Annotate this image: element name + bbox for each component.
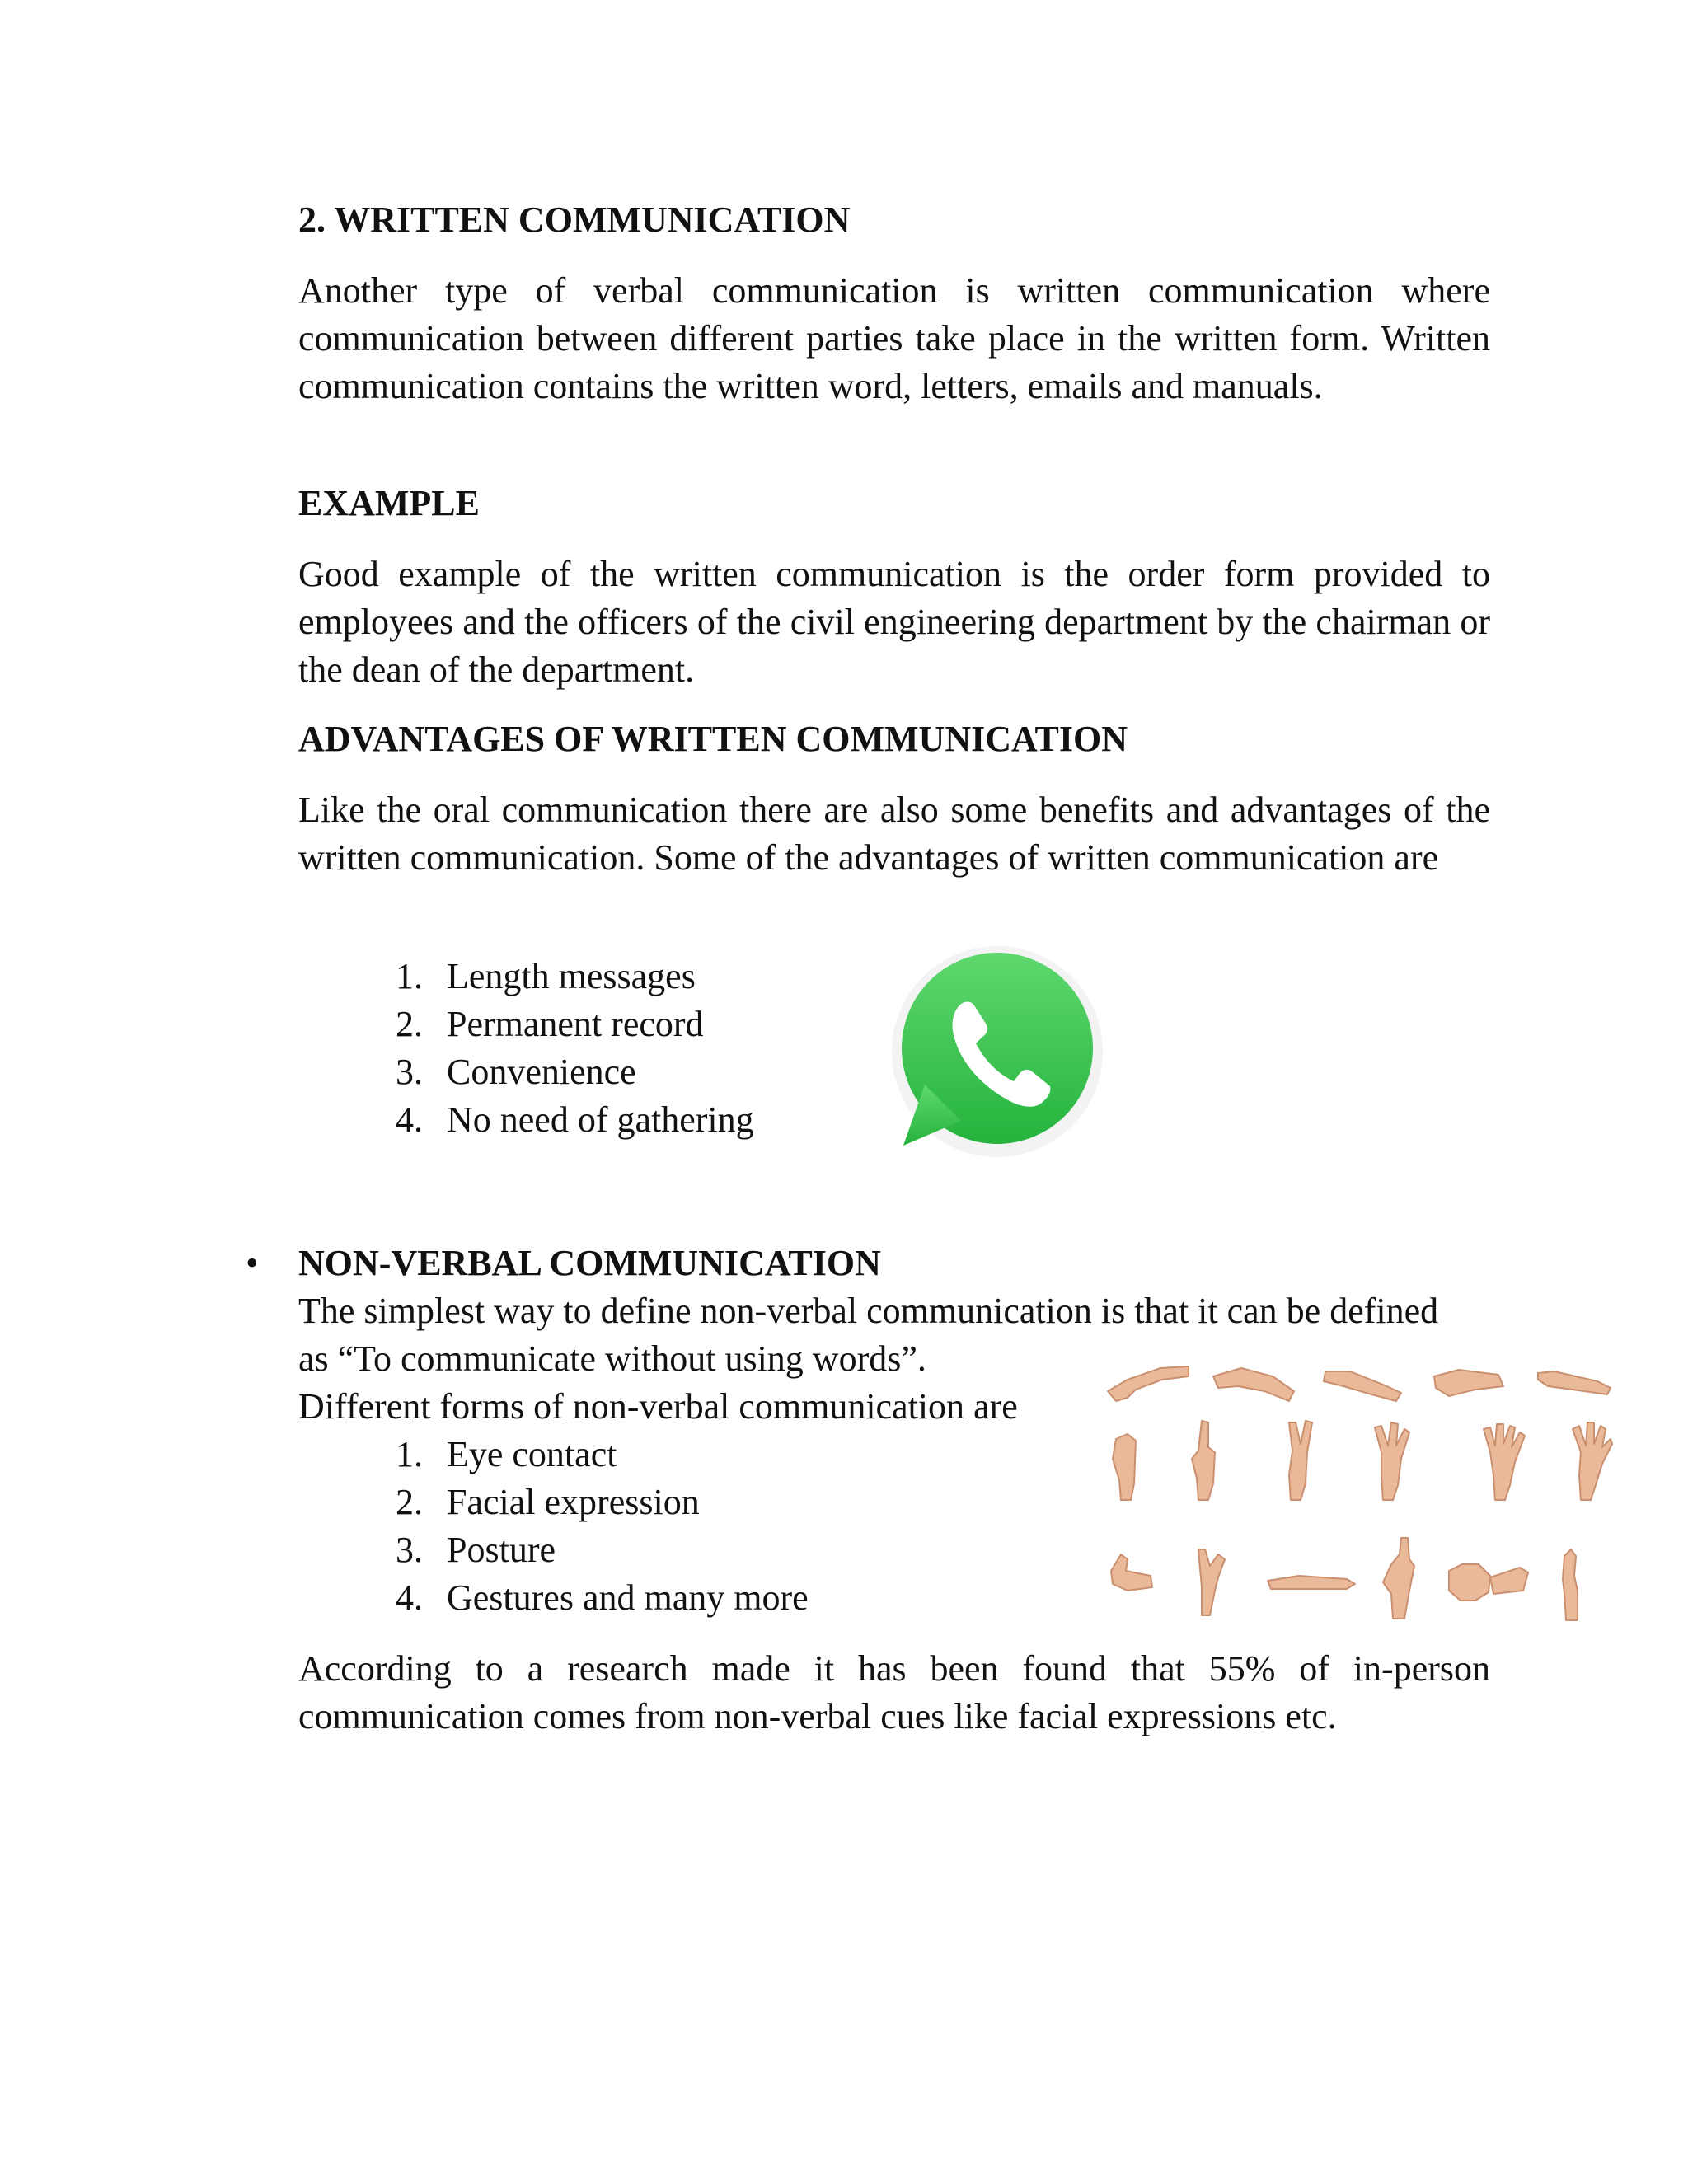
hand-gestures-image — [1103, 1343, 1614, 1632]
list-item — [396, 1431, 809, 1479]
list-item — [396, 953, 754, 1001]
list-item-text: Eye contact — [447, 1434, 617, 1474]
example-paragraph: Good example of the written communication is the order form provided to employees and the officers of the civil engineering department by the chairman or the dean of the department. — [298, 554, 1490, 690]
list-item-text: Length messages — [447, 956, 696, 996]
hand-gesture-icon — [1383, 1538, 1414, 1619]
list-item — [396, 1048, 754, 1096]
hand-gesture-icon — [1449, 1564, 1528, 1601]
advantages-heading: ADVANTAGES OF WRITTEN COMMUNICATION — [298, 719, 1128, 759]
hand-gesture-icon — [1289, 1421, 1312, 1500]
list-item-text: Permanent record — [447, 1004, 704, 1044]
hand-gesture-icon — [1573, 1422, 1612, 1500]
hand-gesture-icon — [1268, 1576, 1355, 1589]
list-number: 2. — [396, 1482, 423, 1522]
list-number: 4. — [396, 1099, 423, 1140]
hand-gesture-icon — [1375, 1422, 1409, 1500]
non-verbal-forms-list — [396, 1431, 809, 1622]
list-item — [396, 1479, 809, 1526]
hand-gesture-icon — [1213, 1368, 1294, 1401]
list-item — [396, 1574, 809, 1622]
written-communication-paragraph: Another type of verbal communication is written communication where communication between different parties take place in the written form. Written communication contains the written word, letters, emails and manuals. — [298, 270, 1490, 406]
list-item-text: Gestures and many more — [447, 1577, 809, 1618]
list-number: 3. — [396, 1530, 423, 1570]
hand-gesture-icon — [1198, 1549, 1225, 1615]
list-item-text: Posture — [447, 1530, 556, 1570]
hand-gesture-icon — [1108, 1366, 1189, 1401]
bullet-point: • — [246, 1243, 259, 1283]
list-item-text: Facial expression — [447, 1482, 700, 1522]
hand-gesture-icon — [1434, 1370, 1503, 1396]
hand-gesture-icon — [1192, 1421, 1215, 1500]
list-item-text: No need of gathering — [447, 1099, 754, 1140]
list-number: 4. — [396, 1577, 423, 1618]
list-item — [396, 1096, 754, 1144]
list-item-text: Convenience — [447, 1052, 636, 1092]
hand-gesture-icon — [1111, 1554, 1152, 1591]
list-item — [396, 1526, 809, 1574]
list-number: 2. — [396, 1004, 423, 1044]
hand-gesture-icon — [1563, 1549, 1578, 1620]
non-verbal-heading: NON-VERBAL COMMUNICATION — [298, 1243, 881, 1283]
list-item — [396, 1001, 754, 1048]
whatsapp-logo-icon — [875, 930, 1123, 1169]
advantages-list — [396, 953, 754, 1144]
hand-gesture-icon — [1538, 1371, 1611, 1394]
example-heading: EXAMPLE — [298, 483, 480, 523]
section-heading-written-communication: 2. WRITTEN COMMUNICATION — [298, 199, 851, 240]
non-verbal-conclusion-paragraph: According to a research made it has been found that 55% of in-person communication comes from non-verbal cues like facial expressions etc. — [298, 1648, 1490, 1736]
hand-gesture-icon — [1484, 1424, 1525, 1500]
list-number: 3. — [396, 1052, 423, 1092]
advantages-paragraph: Like the oral communication there are also some benefits and advantages of the written communication. Some of the advantages of written communication are — [298, 790, 1490, 878]
hand-gesture-icon — [1113, 1434, 1136, 1500]
list-number: 1. — [396, 956, 423, 996]
hand-gesture-icon — [1324, 1371, 1401, 1401]
non-verbal-definition-line-2: as “To communicate without using words”. — [298, 1338, 926, 1379]
list-number: 1. — [396, 1434, 423, 1474]
non-verbal-forms-intro: Different forms of non-verbal communication are — [298, 1386, 1018, 1427]
non-verbal-definition-line-1: The simplest way to define non-verbal communication is that it can be defined — [298, 1291, 1439, 1331]
